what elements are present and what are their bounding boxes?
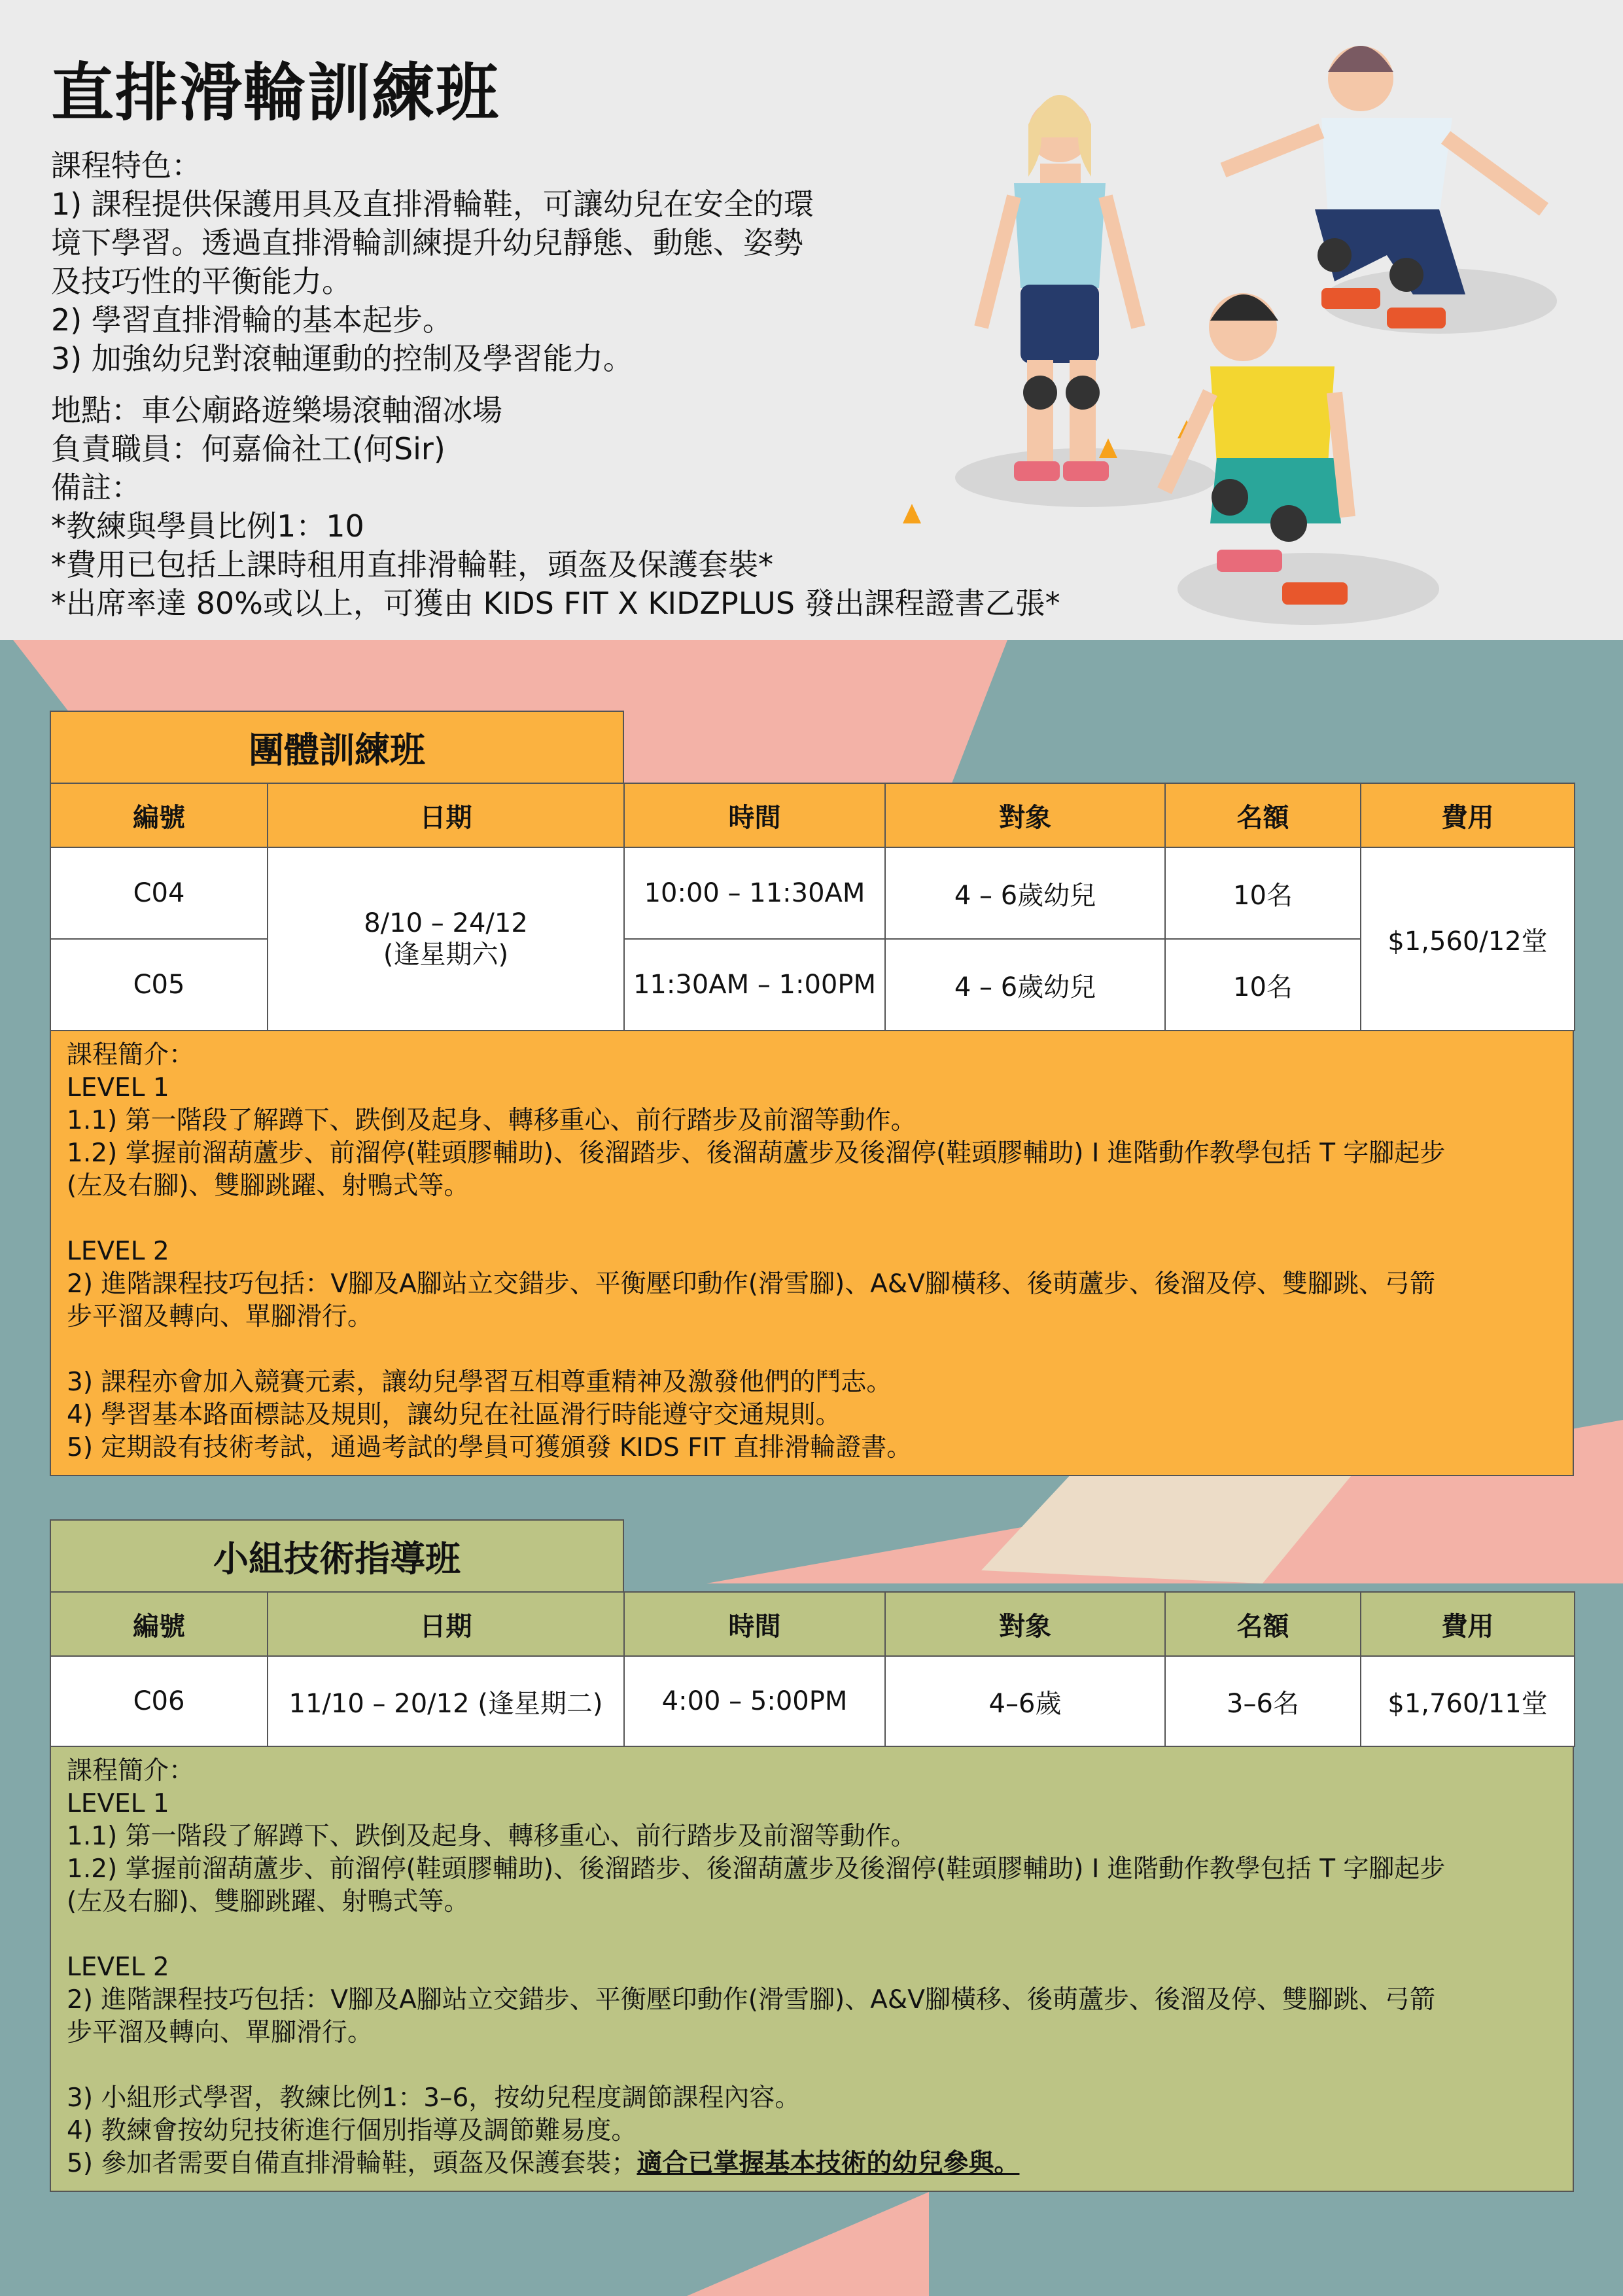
small-class-table [50,1591,1575,1747]
header-fee: 費用 [1361,1592,1575,1656]
girl-skater [981,95,1138,481]
info-list [51,391,1060,623]
desc-line: 步平溜及轉向、單腳滑行。 [67,1302,374,1332]
desc-line: 4) 教練會按幼兒技術進行個別指導及調節難易度。 [67,2116,637,2146]
header-time: 時間 [624,783,885,847]
remarks-heading: 備註： [51,469,141,505]
class-code: C05 [50,939,268,1031]
desc-line: LEVEL 2 [67,1237,169,1266]
class-time: 10:00 – 11:30AM [624,847,885,939]
table-header-row [50,1592,1575,1656]
header-date: 日期 [268,1592,624,1656]
desc-line: 1.1) 第一階段了解蹲下、跌倒及起身、轉移重心、前行踏步及前溜等動作。 [67,1106,916,1135]
class-time: 11:30AM – 1:00PM [624,939,885,1031]
desc-line: 步平溜及轉向、單腳滑行。 [67,2018,374,2047]
desc-line: 3) 小組形式學習，教練比例1：3–6，按幼兒程度調節課程內容。 [67,2083,801,2113]
remark-line: *出席率達 80%或以上，可獲由 KIDS FIT X KIDZPLUS 發出課程證書乙張* [51,585,1060,621]
table-header-row [50,783,1575,847]
header-code: 編號 [50,1592,268,1656]
class-quota: 3–6名 [1165,1656,1361,1746]
desc-line: 2) 進階課程技巧包括：V腳及A腳站立交錯步、平衡壓印動作(滑雪腳)、A&V腳橫移、後萌蘆步、後溜及停、雙腳跳、弓箭 [67,1985,1435,2015]
header-target: 對象 [885,1592,1165,1656]
desc-line: 4) 學習基本路面標誌及規則，讓幼兒在社區滑行時能遵守交通規則。 [67,1400,841,1430]
desc-line-last [67,2147,1557,2180]
desc-line: 2) 進階課程技巧包括：V腳及A腳站立交錯步、平衡壓印動作(滑雪腳)、A&V腳橫移、後萌蘆步、後溜及停、雙腳跳、弓箭 [67,1269,1435,1299]
last-line-prefix: 5) 參加者需要自備直排滑輪鞋，頭盔及保護套裝； [67,2149,637,2178]
class-time: 4:00 – 5:00PM [624,1656,885,1746]
class-code: C06 [50,1656,268,1746]
desc-line: 1.2) 掌握前溜葫蘆步、前溜停(鞋頭膠輔助)、後溜踏步、後溜葫蘆步及後溜停(鞋頭膠輔助) I 進階動作教學包括 T 字腳起步 [67,1854,1446,1884]
feature-line: 2) 學習直排滑輪的基本起步。 [51,302,453,338]
feature-line: 及技巧性的平衡能力。 [51,263,352,299]
skating-children-illustration [903,26,1609,674]
class-code: C04 [50,847,268,939]
header-fee: 費用 [1361,783,1575,847]
header-quota: 名額 [1165,1592,1361,1656]
table-row [50,847,1575,939]
small-class-description [50,1747,1574,2192]
header-target: 對象 [885,783,1165,847]
desc-line: 3) 課程亦會加入競賽元素，讓幼兒學習互相尊重精神及激發他們的鬥志。 [67,1368,892,1397]
class-date: 8/10 – 24/12 (逢星期六) [268,847,624,1031]
remark-line: *教練與學員比例1：10 [51,508,364,544]
desc-line: 1.1) 第一階段了解蹲下、跌倒及起身、轉移重心、前行踏步及前溜等動作。 [67,1822,916,1851]
desc-line: (左及右腳)、雙腳跳躍、射鴨式等。 [67,1171,470,1201]
feature-line: 3) 加強幼兒對滾軸運動的控制及學習能力。 [51,340,633,376]
desc-line: 課程簡介： [67,1756,195,1786]
desc-line: LEVEL 1 [67,1073,169,1103]
header-quota: 名額 [1165,783,1361,847]
feature-line: 1) 課程提供保護用具及直排滑輪鞋，可讓幼兒在安全的環 [51,186,814,222]
features-list [51,185,915,378]
location-line: 地點：車公廟路遊樂場滾軸溜冰場 [51,392,502,428]
intro-section [51,56,1060,623]
class-quota: 10名 [1165,939,1361,1031]
desc-line: (左及右腳)、雙腳跳躍、射鴨式等。 [67,1887,470,1916]
class-fee: $1,560/12堂 [1361,847,1575,1031]
table-row [50,1656,1575,1746]
class-quota: 10名 [1165,847,1361,939]
last-line-emphasis: 適合已掌握基本技術的幼兒參與。 [637,2149,1020,2178]
desc-line: LEVEL 1 [67,1789,169,1818]
class-target: 4–6歲 [885,1656,1165,1746]
group-class-section [50,711,1574,1476]
group-class-title: 團體訓練班 [50,711,624,783]
header-code: 編號 [50,783,268,847]
class-date: 11/10 – 20/12 (逢星期二) [268,1656,624,1746]
header-date: 日期 [268,783,624,847]
small-class-section [50,1519,1574,2192]
desc-line: 課程簡介： [67,1040,195,1070]
group-class-table [50,783,1575,1031]
page-title: 直排滑輪訓練班 [51,56,500,130]
feature-line: 境下學習。透過直排滑輪訓練提升幼兒靜態、動態、姿勢 [51,224,803,260]
small-class-title: 小組技術指導班 [50,1519,624,1591]
remark-line: *費用已包括上課時租用直排滑輪鞋，頭盔及保護套裝* [51,546,773,582]
desc-line: 1.2) 掌握前溜葫蘆步、前溜停(鞋頭膠輔助)、後溜踏步、後溜葫蘆步及後溜停(鞋頭膠輔助) I 進階動作教學包括 T 字腳起步 [67,1139,1446,1168]
class-target: 4 – 6歲幼兒 [885,847,1165,939]
header-time: 時間 [624,1592,885,1656]
class-target: 4 – 6歲幼兒 [885,939,1165,1031]
class-fee: $1,760/11堂 [1361,1656,1575,1746]
desc-line: 5) 定期設有技術考試，通過考試的學員可獲頒發 KIDS FIT 直排滑輪證書。 [67,1433,913,1462]
group-class-description [50,1031,1574,1476]
staff-line: 負責職員：何嘉倫社工(何Sir) [51,431,445,467]
desc-line: LEVEL 2 [67,1952,169,1982]
features-heading: 課程特色： [51,147,201,183]
